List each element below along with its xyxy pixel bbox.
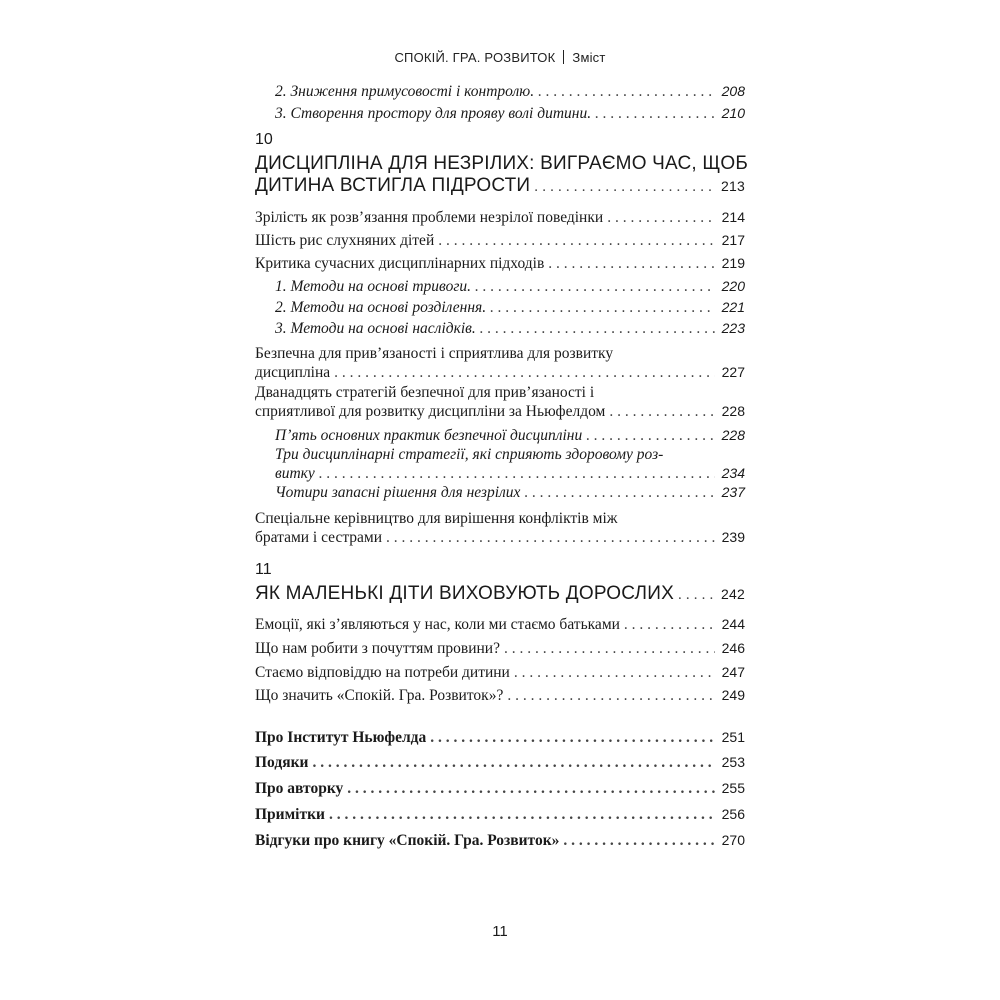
page-number: 228 <box>721 427 745 443</box>
toc-entry[interactable]: Що значить «Спокій. Гра. Розвиток»? . . . 249 <box>255 686 745 705</box>
running-head <box>255 50 745 65</box>
page-number: 255 <box>721 780 745 796</box>
dot-leader <box>504 640 715 658</box>
dot-leader <box>624 616 715 634</box>
dot-leader <box>607 209 715 227</box>
dot-leader <box>548 255 715 273</box>
toc-subentry[interactable]: 3. Методи на основі наслідків. . . . 223 <box>275 319 745 338</box>
dot-leader <box>438 232 715 250</box>
chapter-number: 11 <box>255 561 272 578</box>
page-folio: 11 <box>492 923 508 940</box>
dot-leader <box>563 832 715 850</box>
toc-subentry[interactable]: Три дисциплінарні стратегії, які сприяють здоровому роз- витку . . . 234 <box>275 446 745 483</box>
page-number: 251 <box>721 729 745 745</box>
toc-entry[interactable]: Шість рис слухняних дітей . . . 217 <box>255 231 745 250</box>
page-number: 256 <box>721 806 745 822</box>
dot-leader <box>347 780 715 798</box>
page-number: 223 <box>721 320 745 336</box>
toc-backmatter-entry[interactable]: Про авторку . . . 255 <box>255 779 745 798</box>
toc-entry[interactable]: 3. Створення простору для прояву волі дитини. . . . 210 <box>275 104 745 123</box>
toc-entry[interactable]: Безпечна для прив’язаності і сприятлива для розвитку дисципліна . . . 227 <box>255 345 745 382</box>
dot-leader <box>386 529 715 547</box>
dot-leader <box>678 584 715 606</box>
toc-entry[interactable]: 2. Зниження примусовості і контролю. . . . 208 <box>275 82 745 101</box>
page-number: 234 <box>721 465 745 481</box>
dot-leader <box>480 320 715 338</box>
page-number: 246 <box>721 640 745 656</box>
page-number: 213 <box>721 178 745 194</box>
page-number: 270 <box>721 832 745 848</box>
toc-subentry[interactable]: 2. Методи на основі розділення. . . . 221 <box>275 298 745 317</box>
page-number: 217 <box>721 232 745 248</box>
toc-backmatter-entry[interactable]: Про Інститут Ньюфелда . . . 251 <box>255 728 745 747</box>
page-number: 239 <box>721 529 745 545</box>
dot-leader <box>609 403 715 421</box>
chapter-title[interactable]: ЯК МАЛЕНЬКІ ДІТИ ВИХОВУЮТЬ ДОРОСЛИХ . . . 242 <box>255 583 745 606</box>
page-number: 253 <box>721 754 745 770</box>
page-number: 220 <box>721 278 745 294</box>
toc-entry[interactable]: Зрілість як розв’язання проблеми незрілої поведінки . . . 214 <box>255 208 745 227</box>
dot-leader <box>334 364 715 382</box>
toc-entry[interactable]: Дванадцять стратегій безпечної для прив’язаності і сприятливої для розвитку дисципліни за Ньюфелдом . . . 228 <box>255 384 745 421</box>
chapter-title[interactable]: ДИСЦИПЛІНА ДЛЯ НЕЗРІЛИХ: ВИГРАЄМО ЧАС, ЩОБ ДИТИНА ВСТИГЛА ПІДРОСТИ . . . 213 <box>255 153 745 198</box>
page-number: 247 <box>721 664 745 680</box>
dot-leader <box>430 729 715 747</box>
page-number: 214 <box>721 209 745 225</box>
toc-subentry[interactable]: 1. Методи на основі тривоги. . . . 220 <box>275 277 745 296</box>
page-number: 221 <box>721 299 745 315</box>
toc-subentry[interactable]: Чотири запасні рішення для незрілих . . . 237 <box>275 483 745 502</box>
page-number: 242 <box>721 586 745 602</box>
toc-entry[interactable]: Стаємо відповіддю на потреби дитини . . . 247 <box>255 663 745 682</box>
dot-leader <box>524 484 715 502</box>
page-number: 227 <box>721 364 745 380</box>
toc-entry[interactable]: Що нам робити з почуттям провини? . . . 246 <box>255 639 745 658</box>
book-title: СПОКІЙ. ГРА. РОЗВИТОК <box>394 50 556 65</box>
page-number: 210 <box>721 105 745 121</box>
dot-leader <box>507 687 715 705</box>
toc-entry[interactable]: Критика сучасних дисциплінарних підходів . . . 219 <box>255 254 745 273</box>
page-number: 244 <box>721 616 745 632</box>
page-number: 219 <box>721 255 745 271</box>
toc-backmatter-entry[interactable]: Подяки . . . 253 <box>255 753 745 772</box>
toc-entry[interactable]: Емоції, які з’являються у нас, коли ми стаємо батьками . . . 244 <box>255 615 745 634</box>
dot-leader <box>490 299 715 317</box>
page-number: 228 <box>721 403 745 419</box>
toc-subentry[interactable]: П’ять основних практик безпечної дисципліни . . . 228 <box>275 426 745 445</box>
dot-leader <box>319 465 715 483</box>
dot-leader <box>329 806 715 824</box>
dot-leader <box>534 176 715 198</box>
chapter-number: 10 <box>255 131 273 148</box>
divider <box>563 50 564 64</box>
dot-leader <box>312 754 715 772</box>
dot-leader <box>475 278 715 296</box>
toc-backmatter-entry[interactable]: Примітки . . . 256 <box>255 805 745 824</box>
section-title: Зміст <box>572 50 606 65</box>
toc-backmatter-entry[interactable]: Відгуки про книгу «Спокій. Гра. Розвиток» . . . 270 <box>255 831 745 850</box>
dot-leader <box>586 427 715 445</box>
page-number: 208 <box>721 83 745 99</box>
toc-entry[interactable]: Спеціальне керівництво для вирішення конфліктів між братами і сестрами . . . 239 <box>255 510 745 547</box>
page-number: 237 <box>721 484 745 500</box>
dot-leader <box>595 105 715 123</box>
page-number: 249 <box>721 687 745 703</box>
dot-leader <box>538 83 715 101</box>
dot-leader <box>514 664 715 682</box>
